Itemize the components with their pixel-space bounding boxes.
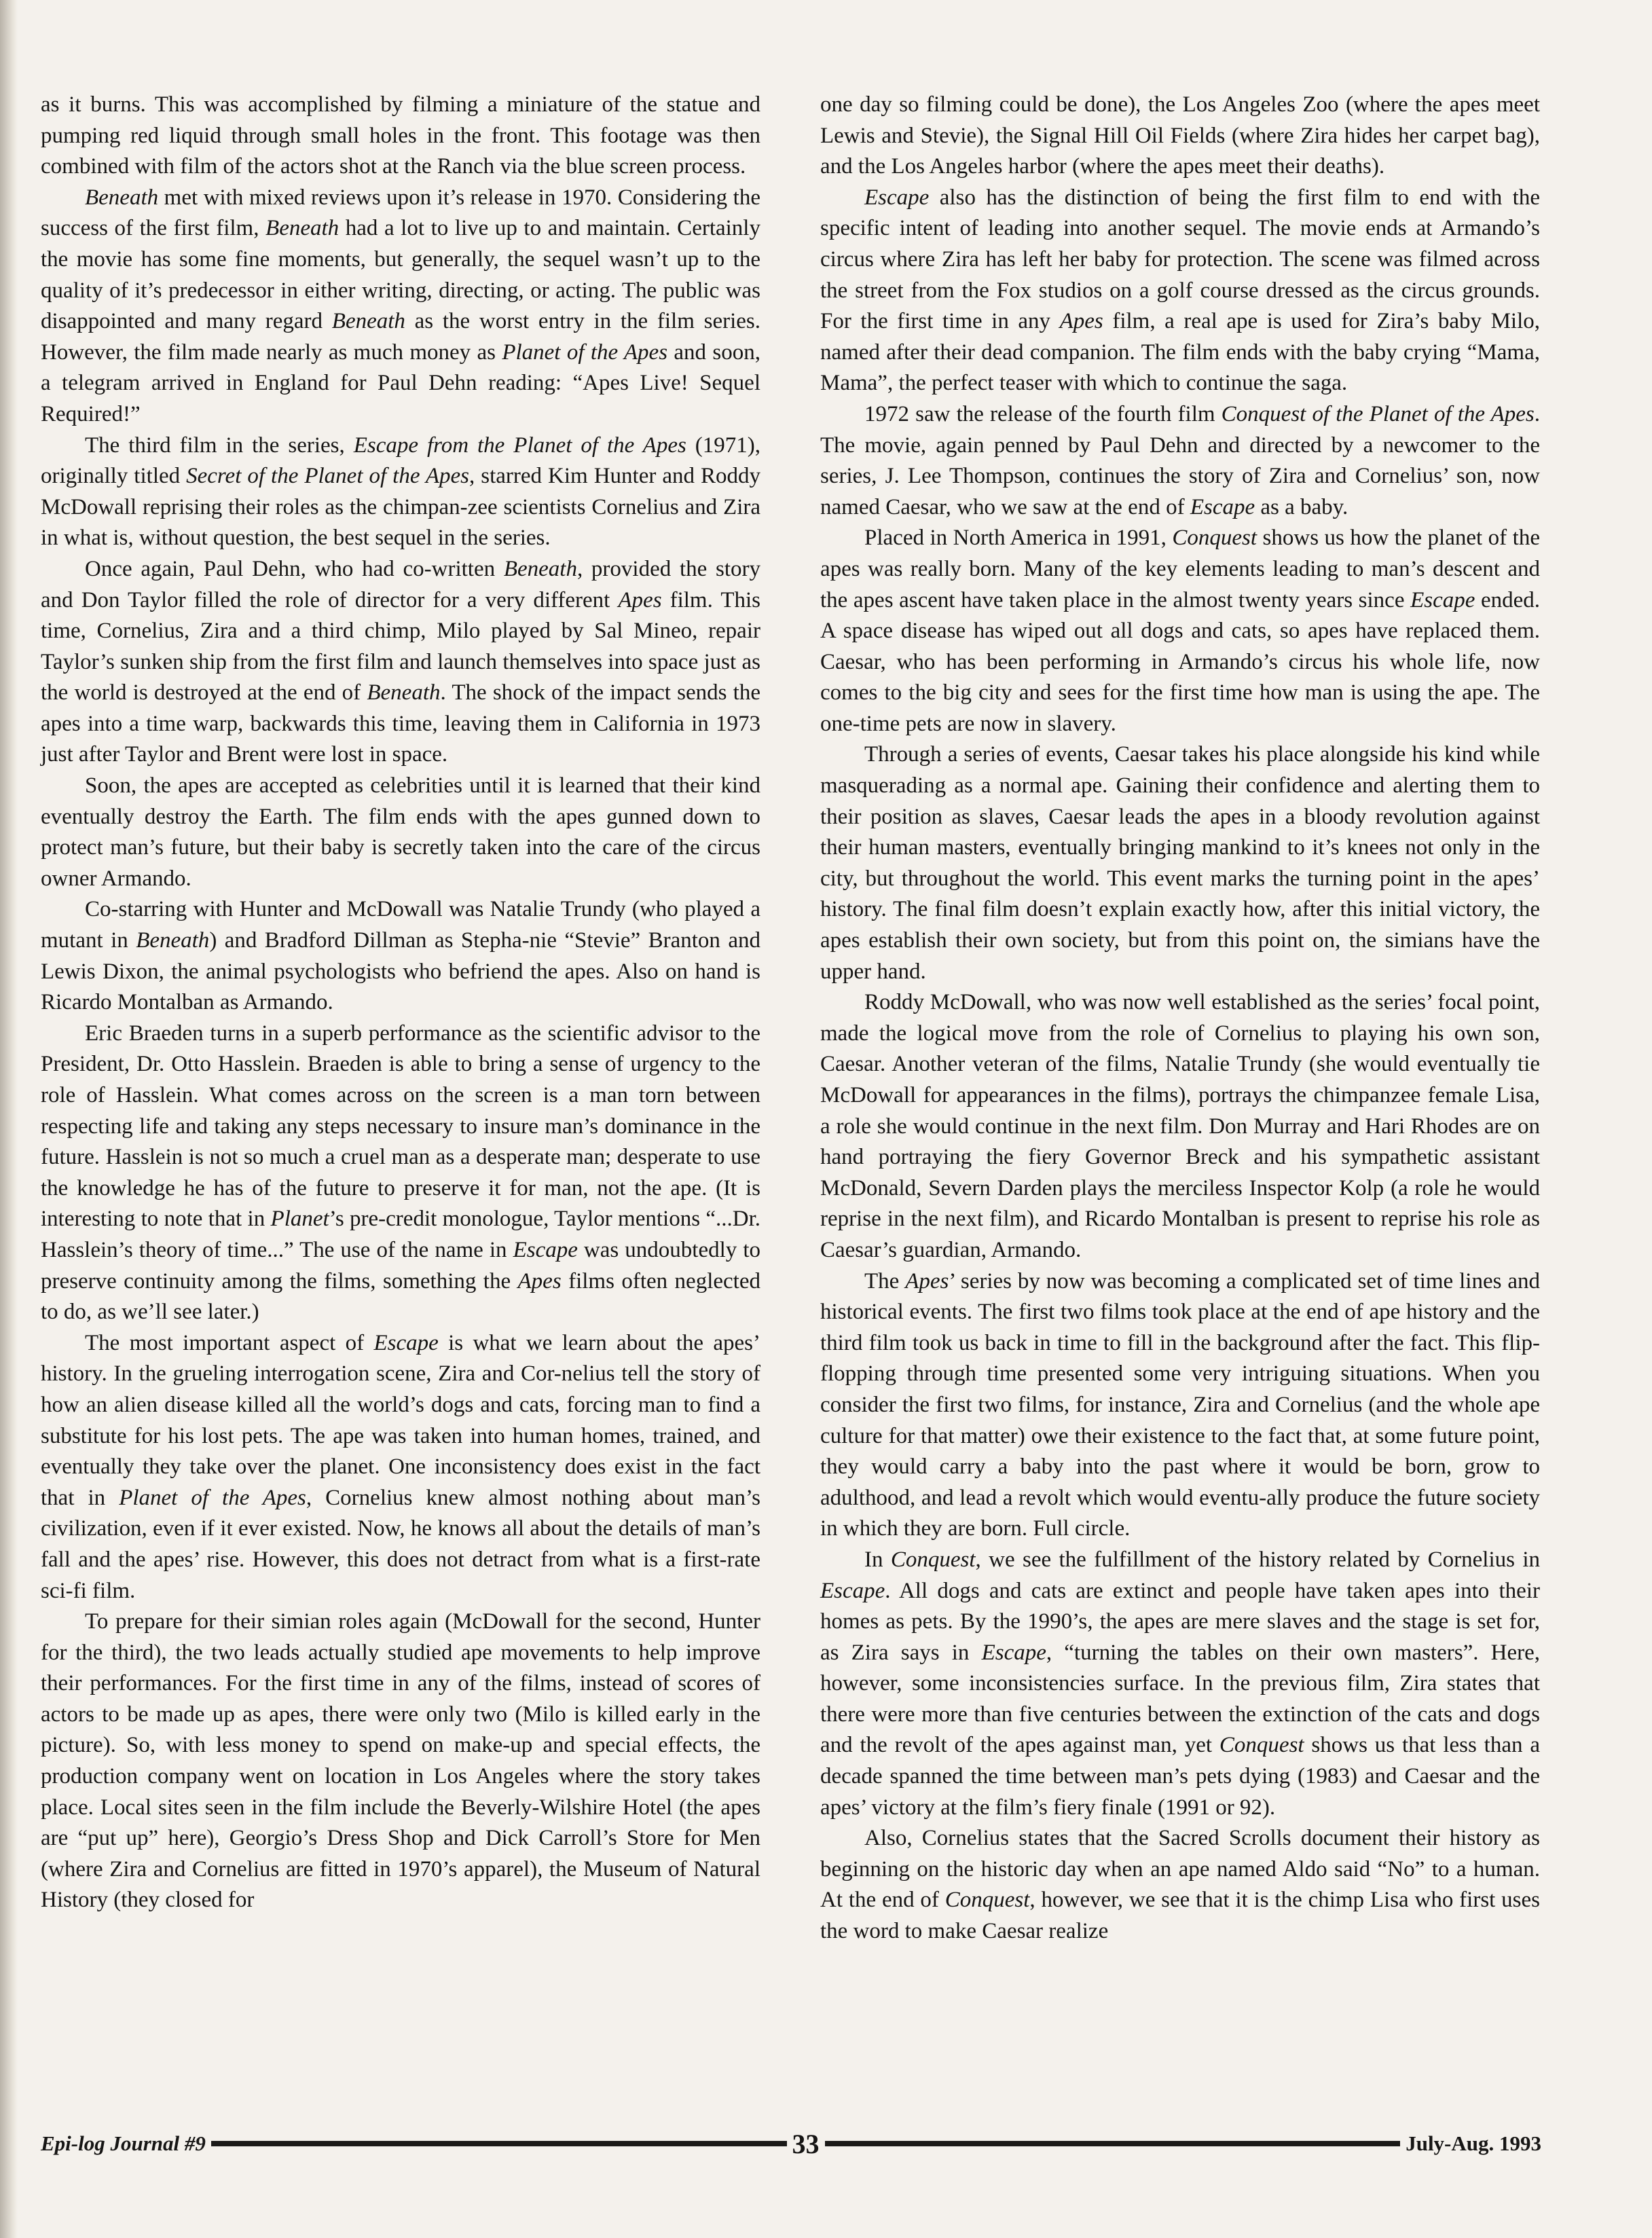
right-column [820, 90, 1540, 1947]
paragraph: Co-starring with Hunter and McDowall was Natalie Trundy (who played a mutant in Beneath) and Bradford Dillman as Stepha-nie “Stevie” Branton and Lewis Dixon, the animal psychologists who befriend the apes. Also on hand is Ricardo Montalban as Armando. [41, 897, 761, 1015]
paragraph: The most important aspect of Escape is what we learn about the apes’ history. In the grueling interrogation scene, Zira and Cor-nelius tell the story of how an alien disease killed all the world’s dogs and cats, forcing man to find a substitute for his lost pets. The ape was taken into human homes, trained, and eventually they take over the planet. One inconsistency does exist in the fact that in Planet of the Apes, Cornelius knew almost nothing about man’s civilization, even if it ever existed. Now, he knows all about the details of man’s fall and the apes’ rise. However, this does not detract from what is a first-rate sci-fi film. [41, 1330, 761, 1603]
left-column [41, 90, 760, 1916]
paragraph: In Conquest, we see the fulfillment of the history related by Cornelius in Escape. All dogs and cats are extinct and people have taken apes into their homes as pets. By the 1990’s, the apes are mere slaves and the stage is set for, as Zira says in Escape, “turning the tables on their own masters”. Here, however, some inconsistencies surface. In the previous film, Zira states that there were more than five centuries between the extinction of the cats and dogs and the revolt of the apes against man, yet Conquest shows us that less than a decade spanned the time between man’s pets dying (1983) and Caesar and the apes’ victory at the film’s fiery finale (1991 or 92). [820, 1547, 1540, 1820]
paragraph: To prepare for their simian roles again (McDowall for the second, Hunter for the third), the two leads actually studied ape movements to help improve their performances. For the first time in any of the films, instead of scores of actors to be made up as apes, there were only two (Milo is killed early in the picture). So, with less money to spend on make-up and special effects, the production company went on location in Los Angeles where the story takes place. Local sites seen in the film include the Beverly-Wilshire Hotel (the apes are “put up” here), Georgio’s Dress Shop and Dick Carroll’s Store for Men (where Zira and Cornelius are fitted in 1970’s apparel), the Museum of Natural History (they closed for [41, 1609, 760, 1913]
paragraph: Beneath met with mixed reviews upon it’s release in 1970. Considering the success of the first film, Beneath had a lot to live up to and maintain. Certainly the movie has some fine moments, but generally, the sequel wasn’t up to the quality of it’s predecessor in either writing, directing, or acting. The public was disappointed and many regard Beneath as the worst entry in the film series. However, the film made nearly as much money as Planet of the Apes and soon, a telegram arrived in England for Paul Dehn reading: “Apes Live! Sequel Required!” [41, 185, 760, 426]
paragraph: Eric Braeden turns in a superb performance as the scientific advisor to the President, Dr. Otto Hasslein. Braeden is able to bring a sense of urgency to the role of Hasslein. What comes across on the screen is a man torn between respecting life and taking any steps necessary to insure man’s dominance in the future. Hasslein is not so much a cruel man as a desperate man; desperate to use the knowledge he has of the future to preserve it for man, not the ape. (It is interesting to note that in Planet’s pre-credit monologue, Taylor mentions “...Dr. Hasslein’s theory of time...” The use of the name in Escape was undoubtedly to preserve continuity among the films, something the Apes films often neglected to do, as we’ll see later.) [41, 1021, 760, 1325]
footer-rule-left [211, 2141, 787, 2146]
paragraph: one day so filming could be done), the Los Angeles Zoo (where the apes meet Lewis and Stevie), the Signal Hill Oil Fields (where Zira hides her carpet bag), and the Los Angeles harbor (where the apes meet their deaths). [820, 92, 1540, 179]
paragraph: as it burns. This was accomplished by filming a miniature of the statue and pumping red liquid through small holes in the front. This footage was then combined with film of the actors shot at the Ranch via the blue screen process. [41, 92, 760, 179]
paragraph: Soon, the apes are accepted as celebrities until it is learned that their kind eventually destroy the Earth. The film ends with the apes gunned down to protect man’s future, but their baby is secretly taken into the care of the circus owner Armando. [41, 773, 760, 891]
paragraph: 1972 saw the release of the fourth film Conquest of the Planet of the Apes. The movie, again penned by Paul Dehn and directed by a newcomer to the series, J. Lee Thompson, continues the story of Zira and Cornelius’ son, now named Caesar, who we saw at the end of Escape as a baby. [820, 401, 1540, 519]
article-body [41, 90, 1541, 2140]
page-footer [41, 2127, 1541, 2161]
paragraph: Also, Cornelius states that the Sacred Scrolls document their history as beginning on the historic day when an ape named Aldo said “No” to a human. At the end of Conquest, however, we see that it is the chimp Lisa who first uses the word to make Caesar realize [820, 1826, 1540, 1944]
paragraph: The Apes’ series by now was becoming a complicated set of time lines and historical events. The first two films took place at the end of ape history and the third film took us back in time to fill in the background after the fact. This flip-flopping through time presented some very intriguing situations. When you consider the first two films, for instance, Zira and Cornelius (and the whole ape culture for that matter) owe their existence to the fact that, at some future point, they would carry a baby into the past where it would be born, grow to adulthood, and lead a revolt which would eventu-ally produce the future society in which they are born. Full circle. [820, 1268, 1541, 1541]
paragraph: Through a series of events, Caesar takes his place alongside his kind while masquerading as a normal ape. Gaining their confidence and alerting them to their position as slaves, Caesar leads the apes in a bloody revolution against their human masters, eventually bringing mankind to it’s knees not only in the city, but throughout the world. This event marks the turning point in the apes’ history. The final film doesn’t explain exactly how, after this initial victory, the apes establish their own society, but from this point on, the simians have the upper hand. [820, 742, 1540, 984]
paragraph: Escape also has the distinction of being the first film to end with the specific intent of leading into another sequel. The movie ends at Armando’s circus where Zira has left her baby for protection. The scene was filmed across the street from the Fox studios on a golf course dressed as the circus grounds. For the first time in any Apes film, a real ape is used for Zira’s baby Milo, named after their dead companion. The film ends with the baby crying “Mama, Mama”, the perfect teaser with which to continue the saga. [820, 185, 1540, 396]
page-spine-shadow [0, 0, 18, 2238]
paragraph: Placed in North America in 1991, Conquest shows us how the planet of the apes was really born. Many of the key elements leading to man’s descent and the apes ascent have taken place in the almost twenty years since Escape ended. A space disease has wiped out all dogs and cats, so apes have replaced them. Caesar, who has been performing in Armando’s circus his whole life, now comes to the big city and sees for the first time how man is using the ape. The one-time pets are now in slavery. [820, 526, 1540, 736]
paragraph: Once again, Paul Dehn, who had co-written Beneath, provided the story and Don Taylor filled the role of director for a very different Apes film. This time, Cornelius, Zira and a third chimp, Milo played by Sal Mineo, repair Taylor’s sunken ship from the first film and launch themselves into space just as the world is destroyed at the end of Beneath. The shock of the impact sends the apes into a time warp, backwards this time, leaving them in California in 1973 just after Taylor and Brent were lost in space. [41, 556, 760, 767]
footer-rule-right [825, 2141, 1401, 2146]
journal-name: Epi-log Journal #9 [41, 2131, 206, 2155]
page-number: 33 [792, 2128, 820, 2159]
paragraph: The third film in the series, Escape from the Planet of the Apes (1971), originally titled Secret of the Planet of the Apes, starred Kim Hunter and Roddy McDowall reprising their roles as the chimpan-zee scientists Cornelius and Zira in what is, without question, the best sequel in the series. [41, 433, 760, 551]
issue-date: July-Aug. 1993 [1406, 2131, 1542, 2155]
paragraph: Roddy McDowall, who was now well established as the series’ focal point, made the logical move from the role of Cornelius to playing his own son, Caesar. Another veteran of the films, Natalie Trundy (she would eventually tie McDowall for appearances in the films), portrays the chimpanzee female Lisa, a role she would continue in the next film. Don Murray and Hari Rhodes are on hand portraying the fiery Governor Breck and his sympathetic assistant McDonald, Severn Darden plays the merciless Inspector Kolp (a role he would reprise in the next film), and Ricardo Montalban is present to reprise his role as Caesar’s guardian, Armando. [820, 990, 1540, 1262]
